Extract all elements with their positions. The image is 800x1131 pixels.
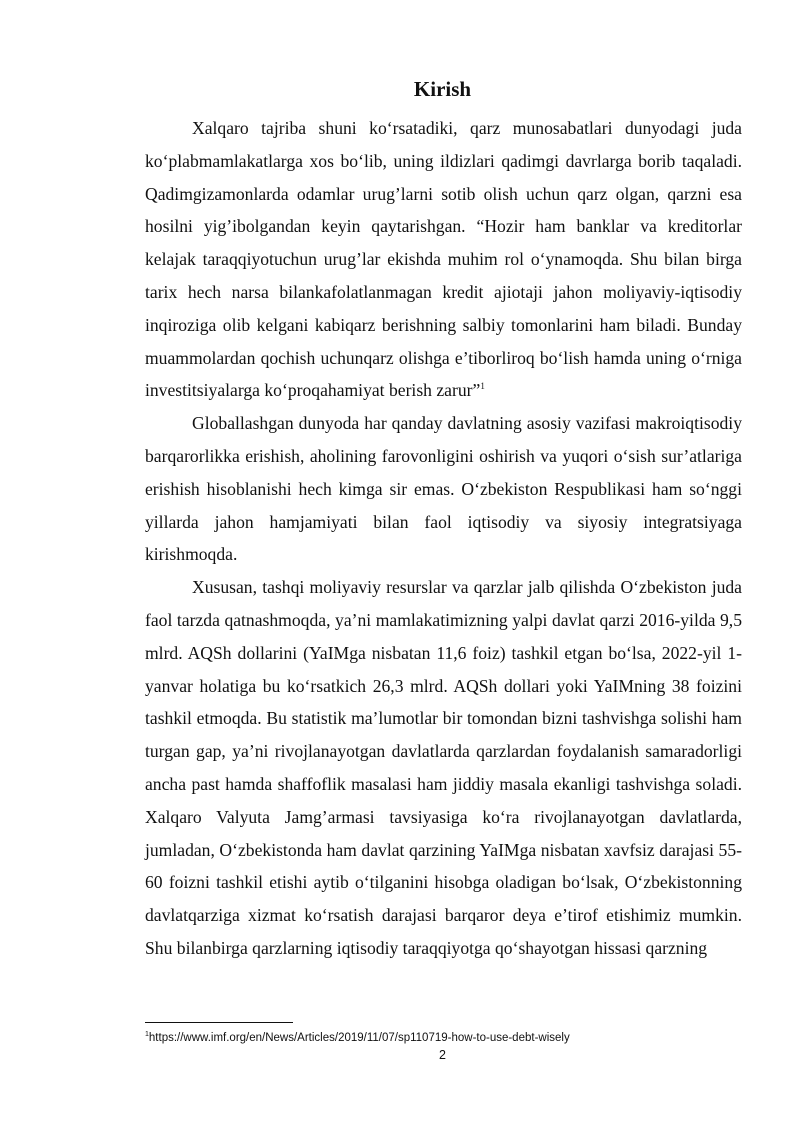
page-title: Kirish (413, 77, 472, 101)
paragraph-1 (145, 112, 742, 407)
paragraph-3: Xususan, tashqi moliyaviy resurslar va qarzlar jalb qilishda Oʻzbekiston juda faol tarzda qatnashmoqda, ya’ni mamlakatimizning yalpi davlat qarzi 2016-yilda 9,5 mlrd. AQSh dollarini (YaIMga nisbatan 11,6 foiz) tashkil etgan boʻlsa, 2022-yil 1-yanvar holatiga bu koʻrsatkich 26,3 mlrd. AQSh dollari yoki YaIMning 38 foizini tashkil etmoqda. Bu statistik ma’lumotlar bir tomondan bizni tashvishga solishi ham turgan gap, ya’ni rivojlanayotgan davlatlarda qarzlardan foydalanish samaradorligi ancha past hamda shaffoflik masalasi ham jiddiy masala ekanligi tashvishga soladi. Xalqaro Valyuta Jamg’armasi tavsiyasiga koʻra rivojlanayotgan davlatlarda, jumladan, Oʻzbekistonda ham davlat qarzining YaIMga nisbatan xavfsiz darajasi 55-60 foizni tashkil etishi aytib oʻtilganini hisobga oladigan boʻlsak, Oʻzbekistonning davlatqarziga xizmat koʻrsatish darajasi barqaror deya e’tirof etishimiz mumkin. Shu bilanbirga qarzlarning iqtisodiy taraqqiyotga qoʻshayotgan hissasi qarzning (145, 577, 742, 958)
paragraph-2: Globallashgan dunyoda har qanday davlatning asosiy vazifasi makroiqtisodiy barqarorlikka erishish, aholining farovonligini oshirish va yuqori oʻsish sur’atlariga erishish hisoblanishi hech kimga sir emas. Oʻzbekiston Respublikasi ham soʻnggi yillarda jahon hamjamiyati bilan faol iqtisodiy va siyosiy integratsiyaga kirishmoqda. (145, 413, 742, 565)
footnote (145, 1030, 745, 1046)
footnote-link[interactable]: https://www.imf.org/en/News/Articles/2019/11/07/sp110719-how-to-use-debt-wisely (148, 1032, 570, 1044)
footnote-separator (145, 1022, 293, 1023)
page-number: 2 (439, 1048, 446, 1062)
footnote-reference: 1 (480, 381, 485, 392)
footnote-number: 1 (145, 1031, 149, 1039)
paragraph-1-text: Xalqaro tajriba shuni koʻrsatadiki, qarz munosabatlari dunyodagi juda koʻplabmamlakatlarga xos boʻlib, uning ildizlari qadimgi davrlarga borib taqaladi. Qadimgizamonlarda odamlar urug’larni sotib olish uchun qarz olgan, qarzni esa hosilni yig’ibolgandan keyin qaytarishgan. “Hozir ham banklar va kreditorlar kelajak taraqqiyotuchun urug’lar ekishda muhim rol oʻynamoqda. Shu bilan birga tarix hech narsa bilankafolatlanmagan kredit ajiotaji jahon moliyaviy-iqtisodiy inqiroziga olib kelgani kabiqarz berishning salbiy tomonlarini ham biladi. Bunday muammolardan qochish uchunqarz olishga e’tiborliroq boʻlish hamda uning oʻrniga investitsiyalarga koʻproqahamiyat berish zarur” (145, 118, 742, 401)
body-text (145, 112, 742, 965)
